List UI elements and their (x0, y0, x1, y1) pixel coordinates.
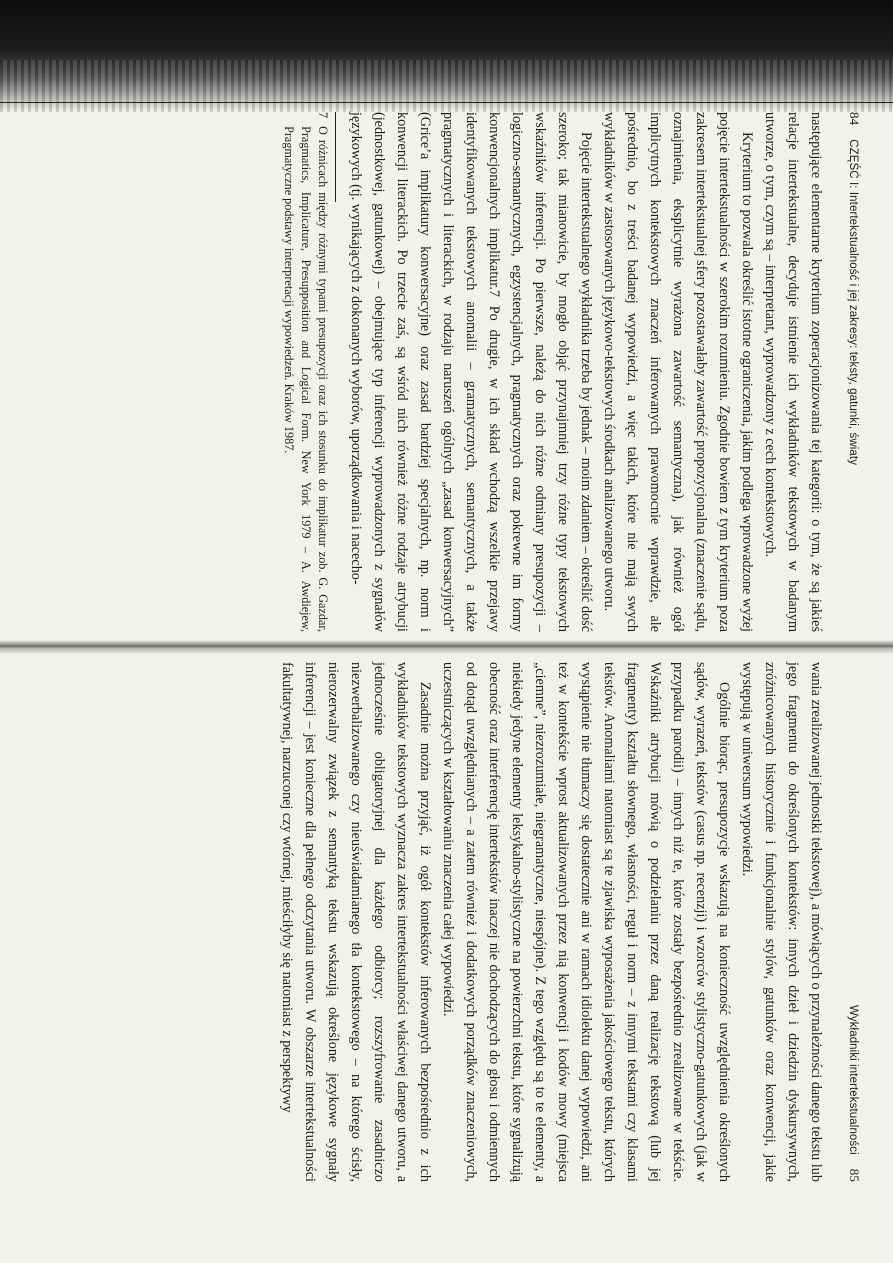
paragraph: następujące elementarne kryterium zoperacjonizowania tej kategorii: o tym, że są jakieś relacje intertekstualne, decyduje istnienie ich wykładników tekstowych w badanym utworze, o tym, czym są – interpretant, wyprowadzony z cech kontekstowych. (762, 112, 824, 632)
running-head-left (841, 112, 866, 632)
scan-edge-line (0, 102, 893, 103)
running-head-title: Wykładniki intertekstualności (847, 1004, 859, 1155)
footnote (280, 112, 331, 632)
page-85 (246, 662, 866, 1182)
paragraph: Ogólnie biorąc, presupozycje wskazują na konieczność uwzględnienia określonych sądów, wyrazeń, tekstów (casus np. recenzji) i wzorców stylistyczno-gatunkowych (jak w przypadku parodii) – innych niż te, które zostały bezpośrednio zrealizowane w tekście. Wskaźniki atrybucji mówią o podzielaniu przez daną realizację tekstową (lub jej fragmenty) kształtu słownego, własności, reguł i norm – z innymi tekstami czy klasami tekstów. Anomaliami natomiast są te zjawiska wyposażenia jakościowego tekstu, których wystąpienie nie tłumaczy się dostatecznie ani w ramach idiolektu danej wypowiedzi, ani też w kontekście wprost aktualizowanych przez nią konwencji i kodów mowy (miejsca „ciemne”, niezrozumiałe, niegramatyczne, niespójne). Z tego względu są to te elementy, a niekiedy jedyne elementy leksykalno-stylistyczne na powierzchni tekstu, które sygnalizują obecność oraz interferencję intertekstów inaczej nie dochodzących do głosu i odmiennych od dotąd uwzględnianych – a zatem również i dodatkowych porządków znaczeniowych, uczestniczących w kształtowaniu znaczenia całej wypowiedzi. (440, 662, 732, 1182)
footnote-rule (335, 112, 336, 202)
scan-shadow (0, 0, 893, 112)
running-head-title: CZĘŚĆ I: Intertekstualność i jej zakresy: teksty, gatunki, światy (847, 139, 859, 466)
page-number: 84 (847, 112, 862, 126)
paragraph: wania zrealizowanej jednostki tekstowej), a mówiących o przynależności danego tekstu lub jego fragmentu do określonych kontekstów: innych dzieł i dziedzin dyskursywnych, zróżnicowanych historycznie i funkcjonalnie stylów, gatunków oraz konwencji, jakie występują w uniwersum wypowiedzi. (739, 662, 824, 1182)
page-84 (246, 112, 866, 632)
running-head-right (841, 662, 866, 1182)
paragraph: Pojęcie intertekstualnego wykładnika trzeba by jednak – moim zdaniem – określić dość szeroko; tak mianowicie, by mogło objąć przynajmniej trzy różne typy tekstowych wskaźników inferencji. Po pierwsze, należą do nich różne odmiany presupozycji – logiczno-semantycznych, egzystencjalnych, pragmatycznych oraz pokrewne im formy konwencjonalnych implikatur.7 Po drugie, w ich skład wchodzą wszelkie przejawy identyfikowanych tekstowych anomalii – gramatycznych, semantycznych, a także pragmatycznych i literackich, w rodzaju naruszeń ogólnych „zasad konwersacyjnych” (Grice’a implikatury konwersacyjne) oraz zasad bardziej specjalnych, np. norm i konwencji literackich. Po trzecie zaś, są wśród nich również różne rodzaje atrybucji (jednostkowej, gatunkowej) – obejmujące typ inferencji wyprowadzonych z sygnałów językowych (tj. wynikających z dokonanych wyborów, uporządkowania i nacecho- (348, 112, 594, 632)
paragraph: Kryterium to pozwala określić istotne ograniczenia, jakim podlega wprowadzone wyżej pojęcie intertekstualności w szerokim rozumieniu. Zgodnie bowiem z tym kryterium poza zakresem intertekstualnej sfery pozostawałaby zawartość propozycjonalna (znaczenie sądu, oznajmienia, eksplicytnie wyrażona zawartość semantyczna), jak również ogół implicytnych kontekstowych znaczeń inferowanych prawomocnie wprawdzie, ale pośrednio, bo z treści badanej wypowiedzi, a więc takich, które nie mają swych wykładników w zastosowanych językowo-tekstowych środkach analizowanego utworu. (601, 112, 755, 632)
paragraph: Zasadnie można przyjąć, iż ogół kontekstów inferowanych bezpośrednio z ich wykładników tekstowych wyznacza zakres intertekstualności właściwej danego utworu, a jednocześnie obligatoryjnej dla każdego odbiorcy; rozszyfrowanie zasadniczo niezwerbalizowanego czy nieuświadamianego tła kontekstowego – na którego ścisły, nierozerwalny związek z semantyką tekstu wskazują określone językowe sygnały inferencji – jest konieczne dla pełnego odczytania utworu. W obszarze intertekstualności fakultatywnej, narzuconej czy wtórnej, mieściłyby się natomiast z perspektywy (279, 662, 433, 1182)
page-number: 85 (847, 1168, 862, 1182)
book-gutter-fold (0, 640, 893, 654)
footnote-mark: 7 (316, 112, 330, 119)
footnote-text: O różnicach między różnymi typami presupozycji oraz ich stosunku do implikatur zob. G. Gazdar, Pragmatics, Implicature, Presupposition and Logical Form. New York 1979 – A. Awdiejew, Pragmatyczne podstawy interpretacji wypowiedzeń. Kraków 1987. (282, 126, 330, 632)
